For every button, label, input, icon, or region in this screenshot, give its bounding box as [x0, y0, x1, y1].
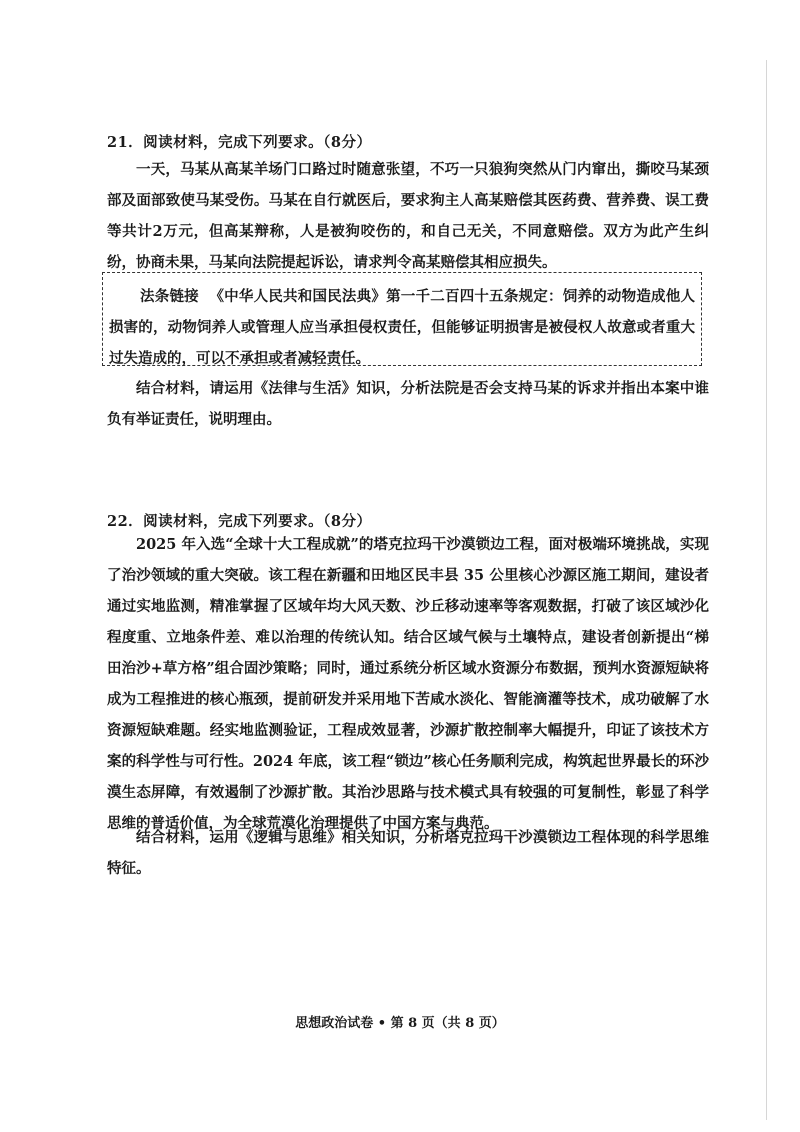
question-22-task: 结合材料，运用《逻辑与思维》相关知识，分析塔克拉玛干沙漠锁边工程体现的科学思维特征。	[107, 829, 709, 877]
page-edge-line	[766, 60, 767, 1120]
law-link-text: 《中华人民共和国民法典》第一千二百四十五条规定：饲养的动物造成他人损害的，动物饲养人或管理人应当承担侵权责任，但能够证明损害是被侵权人故意或者重大过失造成的，可以不承担或者减轻责任。	[109, 288, 696, 367]
question-22-title: 22．阅读材料，完成下列要求。（8分）	[107, 513, 372, 530]
law-link-label: 法条链接	[140, 288, 199, 305]
law-link-paragraph	[109, 281, 695, 374]
question-21-title: 21．阅读材料，完成下列要求。（8分）	[107, 134, 372, 151]
question-21-material: 一天，马某从高某羊场门口路过时随意张望，不巧一只狼狗突然从门内窜出，撕咬马某颈部及面部致使马某受伤。马某在自行就医后，要求狗主人高某赔偿其医药费、营养费、误工费等共计2万元，但高某辩称，人是被狗咬伤的，和自己无关，不同意赔偿。双方为此产生纠纷，协商未果，马某向法院提起诉讼，请求判令高某赔偿其相应损失。	[107, 161, 709, 271]
question-22-material: 2025 年入选“全球十大工程成就”的塔克拉玛干沙漠锁边工程，面对极端环境挑战，实现了治沙领域的重大突破。该工程在新疆和田地区民丰县 35 公里核心沙源区施工期间，建设者通过实地监测，精准掌握了区域年均大风天数、沙丘移动速率等客观数据，打破了该区域沙化程度重、立地条件差、难以治理的传统认知。结合区域气候与土壤特点，建设者创新提出“梯田治沙+草方格”组合固沙策略；同时，通过系统分析区域水资源分布数据，预判水资源短缺将成为工程推进的核心瓶颈，提前研发并采用地下苦咸水淡化、智能滴灌等技术，成功破解了水资源短缺难题。经实地监测验证，工程成效显著，沙源扩散控制率大幅提升，印证了该技术方案的科学性与可行性。2024 年底，该工程“锁边”核心任务顺利完成，构筑起世界最长的环沙漠生态屏障，有效遏制了沙源扩散。其治沙思路与技术模式具有较强的可复制性，彰显了科学思维的普适价值，为全球荒漠化治理提供了中国方案与典范。	[107, 536, 709, 832]
page-footer: 思想政治试卷 • 第 8 页（共 8 页）	[295, 1016, 505, 1031]
question-21-task: 结合材料，请运用《法律与生活》知识，分析法院是否会支持马某的诉求并指出本案中谁负有举证责任，说明理由。	[107, 380, 709, 428]
law-link-box	[102, 272, 702, 366]
